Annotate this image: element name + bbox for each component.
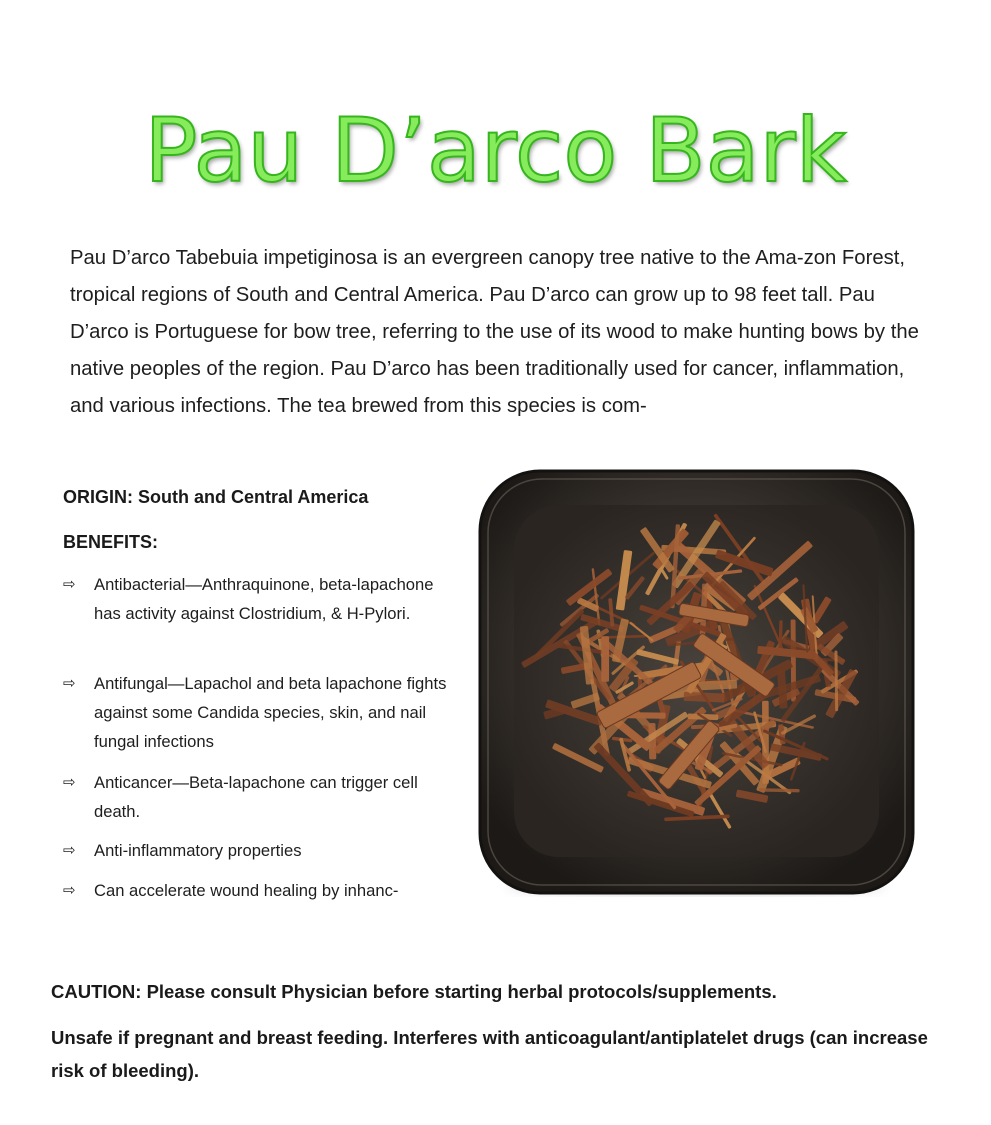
arrow-bullet-icon: ⇨ bbox=[63, 841, 76, 859]
benefit-text: Anti-inflammatory properties bbox=[94, 841, 302, 860]
benefit-text: Anticancer—Beta-lapachone can trigger cell death. bbox=[94, 773, 418, 821]
benefit-item-anti-inflammatory bbox=[63, 836, 463, 865]
benefit-item-antibacterial bbox=[63, 570, 463, 628]
page-title: Pau D’arco Bark bbox=[144, 99, 847, 202]
arrow-bullet-icon: ⇨ bbox=[63, 674, 76, 692]
benefit-text: Antifungal—Lapachol and beta lapachone fights against some Candida species, skin, and nail fungal infections bbox=[94, 674, 447, 751]
bark-bowl-image bbox=[474, 465, 919, 900]
arrow-bullet-icon: ⇨ bbox=[63, 773, 76, 791]
caution-note: CAUTION: Please consult Physician before starting herbal protocols/supplements. bbox=[51, 981, 777, 1002]
unsafe-warning: Unsafe if pregnant and breast feeding. Interferes with anticoagulant/antiplatelet drugs (can increase risk of bleeding). bbox=[51, 1027, 928, 1081]
bark-shred bbox=[601, 636, 609, 682]
benefit-text: Can accelerate wound healing by inhanc- bbox=[94, 881, 399, 900]
benefit-item-wound-healing bbox=[63, 876, 463, 905]
origin-line: ORIGIN: South and Central America bbox=[63, 487, 369, 507]
benefit-item-anticancer bbox=[63, 768, 463, 826]
benefit-item-antifungal bbox=[63, 669, 463, 756]
benefit-text: Antibacterial—Anthraquinone, beta-lapachone has activity against Clostridium, & H-Pylori. bbox=[94, 575, 434, 623]
intro-paragraph: Pau D’arco Tabebuia impetiginosa is an evergreen canopy tree native to the Ama-zon Forest, tropical regions of South and Central America. Pau D’arco can grow up to 98 feet tall. Pau D’arco is Portuguese for bow tree, referring to the use of its wood to make hunting bows by the native peoples of the region. Pau D’arco has been traditionally used for cancer, inflammation, and various infections. The tea brewed from this species is com- bbox=[70, 247, 919, 417]
benefits-heading: BENEFITS: bbox=[63, 532, 159, 552]
arrow-bullet-icon: ⇨ bbox=[63, 575, 76, 593]
bark-bowl-illustration bbox=[474, 465, 919, 900]
arrow-bullet-icon: ⇨ bbox=[63, 881, 76, 899]
